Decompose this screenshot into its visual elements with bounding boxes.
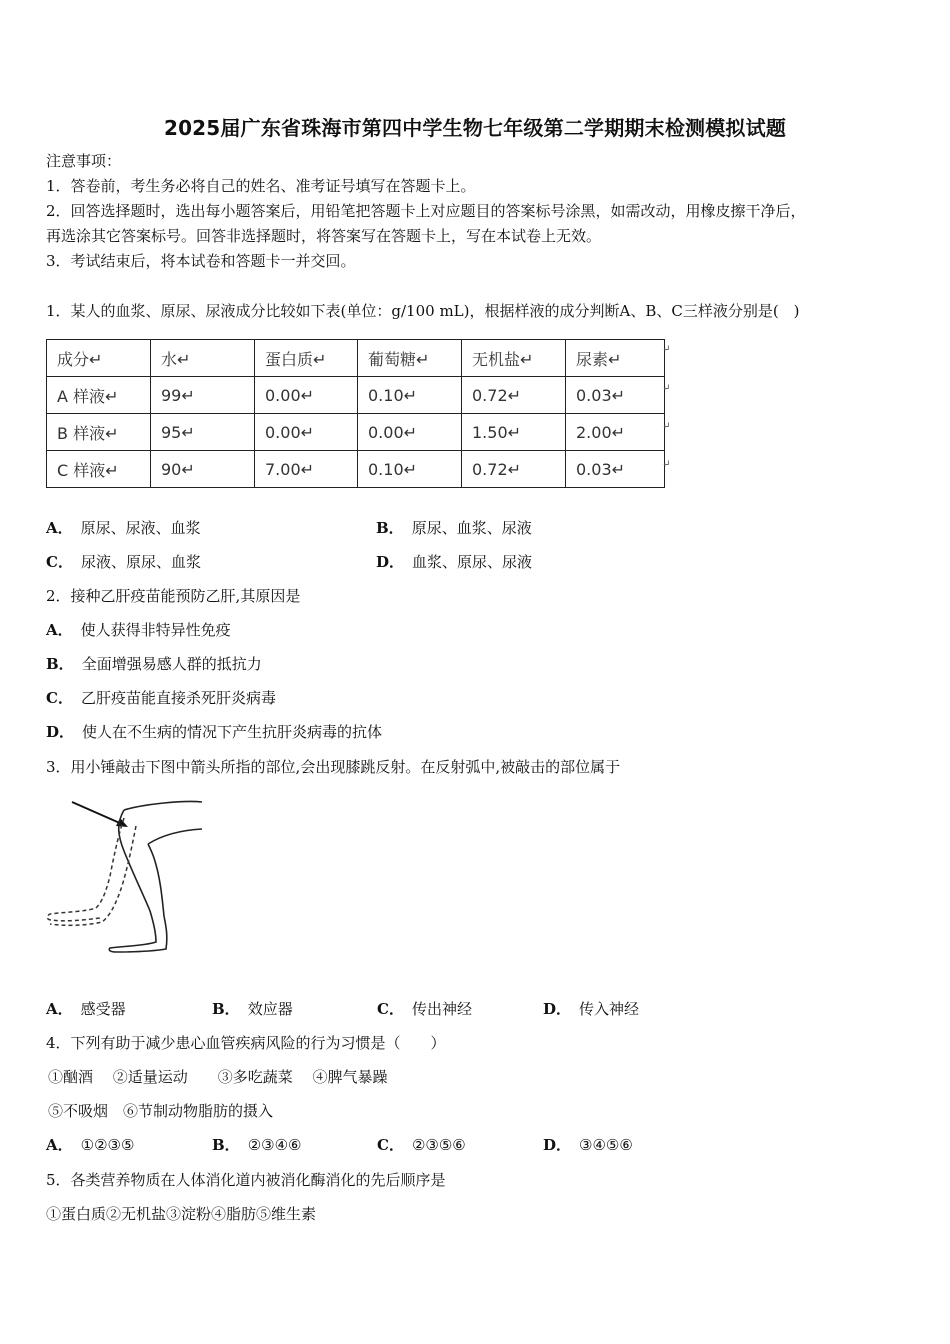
q2-option-b[interactable] <box>46 654 262 674</box>
table-row <box>47 414 665 451</box>
option-text: 血浆、原尿、尿液 <box>412 553 533 571</box>
notice-heading: 注意事项： <box>46 152 122 170</box>
q4-option-a[interactable] <box>46 1135 134 1155</box>
q4-stem: 4．下列有助于减少患心血管疾病风险的行为习惯是（ ） <box>46 1034 446 1052</box>
option-text: ②③④⑥ <box>247 1136 302 1154</box>
option-text: ③④⑤⑥ <box>579 1136 633 1154</box>
lower-leg-outline <box>109 810 167 952</box>
q3-option-c[interactable] <box>377 999 472 1019</box>
q1-option-a[interactable] <box>46 518 201 538</box>
table-cell: 0.72↵ <box>462 451 566 488</box>
q1-table <box>46 339 665 488</box>
q4-option-c[interactable] <box>377 1135 466 1155</box>
q5-stem: 5．各类营养物质在人体消化道内被消化酶消化的先后顺序是 <box>46 1171 446 1189</box>
option-text: 全面增强易感人群的抵抗力 <box>81 655 262 673</box>
option-key: C． <box>46 553 73 571</box>
table-cell: 90↵ <box>151 451 255 488</box>
notice-item: 2．回答选择题时，选出每小题答案后，用铅笔把答题卡上对应题目的答案标号涂黑，如需改动，用橡皮擦干净后， <box>46 202 806 220</box>
option-text: 传出神经 <box>411 1000 472 1018</box>
option-key: D． <box>543 1136 572 1154</box>
table-cell: 0.10↵ <box>358 451 462 488</box>
option-key: D． <box>543 1000 572 1018</box>
q2-option-a[interactable] <box>46 620 231 640</box>
row-end-mark: ↵ <box>662 459 671 470</box>
q3-option-b[interactable] <box>212 999 293 1019</box>
table-cell: 2.00↵ <box>566 414 665 451</box>
option-key: A． <box>46 519 73 537</box>
swung-leg-dashed-outline <box>47 818 124 921</box>
option-key: C． <box>377 1136 404 1154</box>
table-cell: A 样液↵ <box>47 377 151 414</box>
option-key: A． <box>46 1000 73 1018</box>
table-header-row <box>47 340 665 377</box>
table-cell: C 样液↵ <box>47 451 151 488</box>
page-title: 2025届广东省珠海市第四中学生物七年级第二学期期末检测模拟试题 <box>163 116 787 140</box>
knee-reflex-leg-figure <box>44 796 206 958</box>
table-cell: 7.00↵ <box>255 451 358 488</box>
option-text: 效应器 <box>247 1000 293 1018</box>
q4-habits-line-2: ⑤不吸烟 ⑥节制动物脂肪的摄入 <box>48 1102 274 1120</box>
option-text: 感受器 <box>80 1000 126 1018</box>
option-text: ②③⑤⑥ <box>411 1136 466 1154</box>
option-key: C． <box>377 1000 404 1018</box>
table-row <box>47 377 665 414</box>
table-cell: 尿素↵ <box>566 340 665 377</box>
q1-stem: 1．某人的血浆、原尿、尿液成分比较如下表(单位：g/100 mL)，根据样液的成分判断A、B、C三样液分别是( ) <box>46 302 800 320</box>
option-key: B． <box>376 519 404 537</box>
q3-option-d[interactable] <box>543 999 639 1019</box>
option-text: 原尿、血浆、尿液 <box>411 519 532 537</box>
table-cell: 95↵ <box>151 414 255 451</box>
option-key: A． <box>46 1136 73 1154</box>
q4-option-d[interactable] <box>543 1135 633 1155</box>
option-key: B． <box>212 1000 240 1018</box>
table-cell: 0.03↵ <box>566 377 665 414</box>
table-cell: 0.00↵ <box>255 377 358 414</box>
option-key: C． <box>46 689 73 707</box>
table-row <box>47 451 665 488</box>
table-cell: 无机盐↵ <box>462 340 566 377</box>
row-end-mark: ↵ <box>662 344 671 355</box>
option-text: 原尿、尿液、血浆 <box>80 519 201 537</box>
table-cell: 0.10↵ <box>358 377 462 414</box>
q2-stem: 2．接种乙肝疫苗能预防乙肝,其原因是 <box>46 587 301 605</box>
option-key: D． <box>376 553 405 571</box>
table-cell: 蛋白质↵ <box>255 340 358 377</box>
q4-habits-line-1: ①酗酒 ②适量运动 ③多吃蔬菜 ④脾气暴躁 <box>48 1068 388 1086</box>
table-cell: 成分↵ <box>47 340 151 377</box>
table-cell: 0.72↵ <box>462 377 566 414</box>
notice-item: 再选涂其它答案标号。回答非选择题时，将答案写在答题卡上，写在本试卷上无效。 <box>46 227 602 245</box>
row-end-mark: ↵ <box>662 383 671 394</box>
q1-option-c[interactable] <box>46 552 201 572</box>
table-cell: B 样液↵ <box>47 414 151 451</box>
table-cell: 水↵ <box>151 340 255 377</box>
q1-option-d[interactable] <box>376 552 532 572</box>
option-text: 尿液、原尿、血浆 <box>80 553 201 571</box>
q5-items-line: ①蛋白质②无机盐③淀粉④脂肪⑤维生素 <box>46 1205 317 1223</box>
row-end-mark: ↵ <box>662 421 671 432</box>
table-cell: 1.50↵ <box>462 414 566 451</box>
swung-leg-dashed-inner <box>50 826 136 925</box>
arrow-line <box>72 802 122 824</box>
option-text: ①②③⑤ <box>80 1136 135 1154</box>
q2-option-c[interactable] <box>46 688 276 708</box>
option-key: A． <box>46 621 73 639</box>
option-text: 使人在不生病的情况下产生抗肝炎病毒的抗体 <box>82 723 383 741</box>
thigh-lower-outline <box>148 829 202 844</box>
q2-option-d[interactable] <box>46 722 382 742</box>
notice-item: 3．考试结束后，将本试卷和答题卡一并交回。 <box>46 252 356 270</box>
option-text: 乙肝疫苗能直接杀死肝炎病毒 <box>80 689 276 707</box>
table-cell: 0.00↵ <box>358 414 462 451</box>
option-key: D． <box>46 723 75 741</box>
q1-option-b[interactable] <box>376 518 532 538</box>
table-cell: 葡萄糖↵ <box>358 340 462 377</box>
option-text: 使人获得非特异性免疫 <box>80 621 231 639</box>
option-text: 传入神经 <box>579 1000 640 1018</box>
table-cell: 0.00↵ <box>255 414 358 451</box>
thigh-upper-outline <box>124 801 202 810</box>
q4-option-b[interactable] <box>212 1135 301 1155</box>
q3-option-a[interactable] <box>46 999 126 1019</box>
option-key: B． <box>46 655 74 673</box>
q3-stem: 3．用小锤敲击下图中箭头所指的部位,会出现膝跳反射。在反射弧中,被敲击的部位属于 <box>46 758 621 776</box>
notice-item: 1．答卷前，考生务必将自己的姓名、准考证号填写在答题卡上。 <box>46 177 476 195</box>
table-cell: 99↵ <box>151 377 255 414</box>
option-key: B． <box>212 1136 240 1154</box>
table-cell: 0.03↵ <box>566 451 665 488</box>
